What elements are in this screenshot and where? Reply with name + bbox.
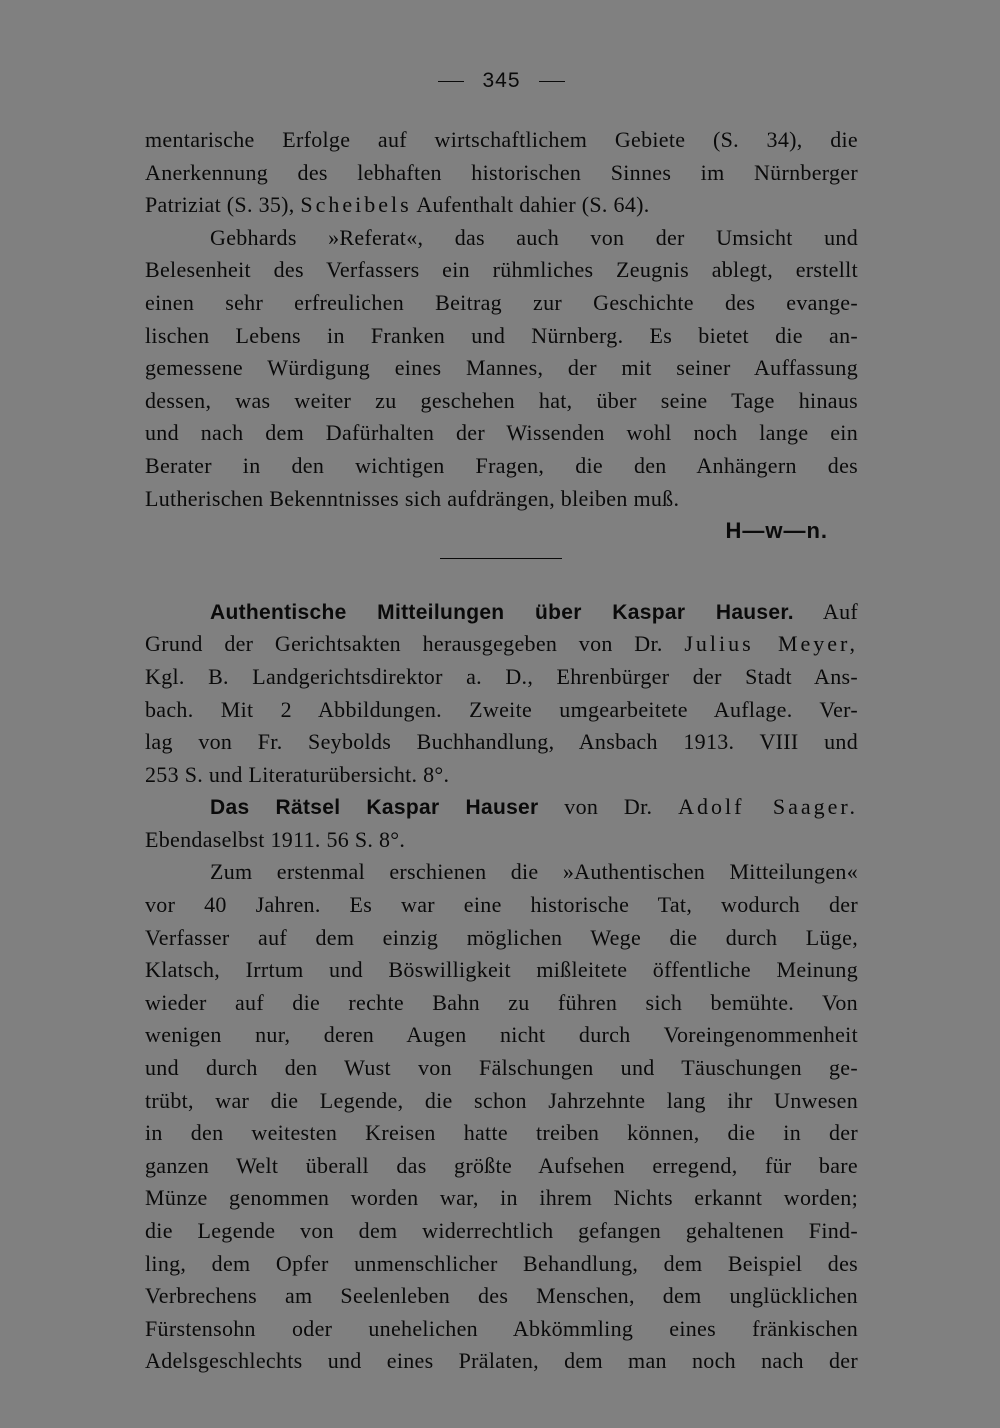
text-line: Fürstensohn oder unehelichen Abkömmling eines fränkischen (145, 1315, 858, 1341)
reviewer-signature-line (145, 515, 858, 548)
page-header (145, 60, 858, 102)
text-line: 253 S. und Literaturübersicht. 8°. (145, 761, 450, 787)
text-line: Belesenheit des Verfassers ein rühmliches Zeugnis ablegt, erstellt (145, 257, 858, 283)
header-dash-left (438, 81, 464, 82)
book-page (145, 60, 858, 1378)
divider-rule (440, 558, 562, 559)
text-line: Zum erstenmal erschienen die »Authentischen Mitteilungen« (210, 859, 858, 885)
text-line: lischen Lebens in Franken und Nürnberg. Es bietet die an- (145, 322, 858, 348)
text-line: Gebhards »Referat«, das auch von der Umsicht und (210, 224, 858, 250)
text-line: Münze genommen worden war, in ihrem Nichts erkannt worden; (145, 1185, 858, 1211)
page-number: 345 (482, 69, 521, 92)
book-title: Authentische Mitteilungen über Kaspar Hauser. (210, 600, 794, 624)
text-line: gemessene Würdigung eines Mannes, der mit seiner Auffassung (145, 355, 858, 381)
book-title: Das Rätsel Kaspar Hauser (210, 796, 539, 820)
review-kaspar-hauser (145, 596, 858, 1378)
text-line: bach. Mit 2 Abbildungen. Zweite umgearbeitete Auflage. Ver- (145, 696, 858, 722)
text-line: wieder auf die rechte Bahn zu führen sich bemühte. Von (145, 989, 858, 1015)
text-line: Anerkennung des lebhaften historischen Sinnes im Nürnberger (145, 159, 858, 185)
text-line: in den weitesten Kreisen hatte treiben können, die in der (145, 1120, 858, 1146)
header-dash-right (539, 81, 565, 82)
text-line: dessen, was weiter zu geschehen hat, über seine Tage hinaus (145, 387, 858, 413)
text-line: Adelsgeschlechts und eines Prälaten, dem man noch nach der (145, 1348, 858, 1374)
text-line: mentarische Erfolge auf wirtschaftlichem Gebiete (S. 34), die (145, 127, 858, 152)
author-name: Adolf Saager. (678, 794, 858, 820)
text-line: Klatsch, Irrtum und Böswilligkeit mißleitete öffentliche Meinung (145, 957, 858, 983)
text-line: ganzen Welt überall das größte Aufsehen erregend, für bare (145, 1152, 858, 1178)
text-line: und nach dem Dafürhalten der Wissenden wohl noch lange ein (145, 420, 858, 446)
reviewer-signature: H—w—n. (725, 518, 828, 544)
book-title-line: Das Rätsel Kaspar Hauser von Dr. Adolf Saager. (210, 794, 858, 820)
text-line: vor 40 Jahren. Es war eine historische Tat, wodurch der (145, 892, 858, 918)
book-title-line: Authentische Mitteilungen über Kaspar Hauser. Auf (210, 598, 858, 624)
text-line: trübt, war die Legende, die schon Jahrzehnte lang ihr Unwesen (145, 1087, 858, 1113)
text-line: Lutherischen Bekenntnisses sich aufdrängen, bleiben muß. (145, 485, 680, 511)
person-name: Scheibels (300, 192, 412, 218)
text-line: ling, dem Opfer unmenschlicher Behandlung, dem Beispiel des (145, 1250, 858, 1276)
text-line: Berater in den wichtigen Fragen, die den Anhängern des (145, 452, 858, 478)
text-line: Grund der Gerichtsakten herausgegeben von Dr. Julius Meyer, (145, 631, 858, 657)
review-gebhard (145, 124, 858, 548)
text-line: lag von Fr. Seybolds Buchhandlung, Ansbach 1913. VIII und (145, 729, 858, 755)
text-line: die Legende von dem widerrechtlich gefangen gehaltenen Find- (145, 1218, 858, 1243)
text-line: Kgl. B. Landgerichtsdirektor a. D., Ehrenbürger der Stadt Ans- (145, 663, 858, 689)
author-name: Julius Meyer, (684, 631, 858, 657)
text-line: wenigen nur, deren Augen nicht durch Voreingenommenheit (145, 1022, 858, 1048)
text-line: und durch den Wust von Fälschungen und Täuschungen ge- (145, 1055, 858, 1081)
text-line: Verbrechens am Seelenleben des Menschen, dem unglücklichen (145, 1283, 858, 1309)
text-line: Verfasser auf dem einzig möglichen Wege die durch Lüge, (145, 924, 858, 950)
section-divider (145, 548, 858, 572)
text-line: einen sehr erfreulichen Beitrag zur Geschichte des evange- (145, 289, 858, 315)
text-line: Ebendaselbst 1911. 56 S. 8°. (145, 826, 406, 852)
text-line: Patriziat (S. 35), Scheibels Aufenthalt dahier (S. 64). (145, 192, 650, 218)
